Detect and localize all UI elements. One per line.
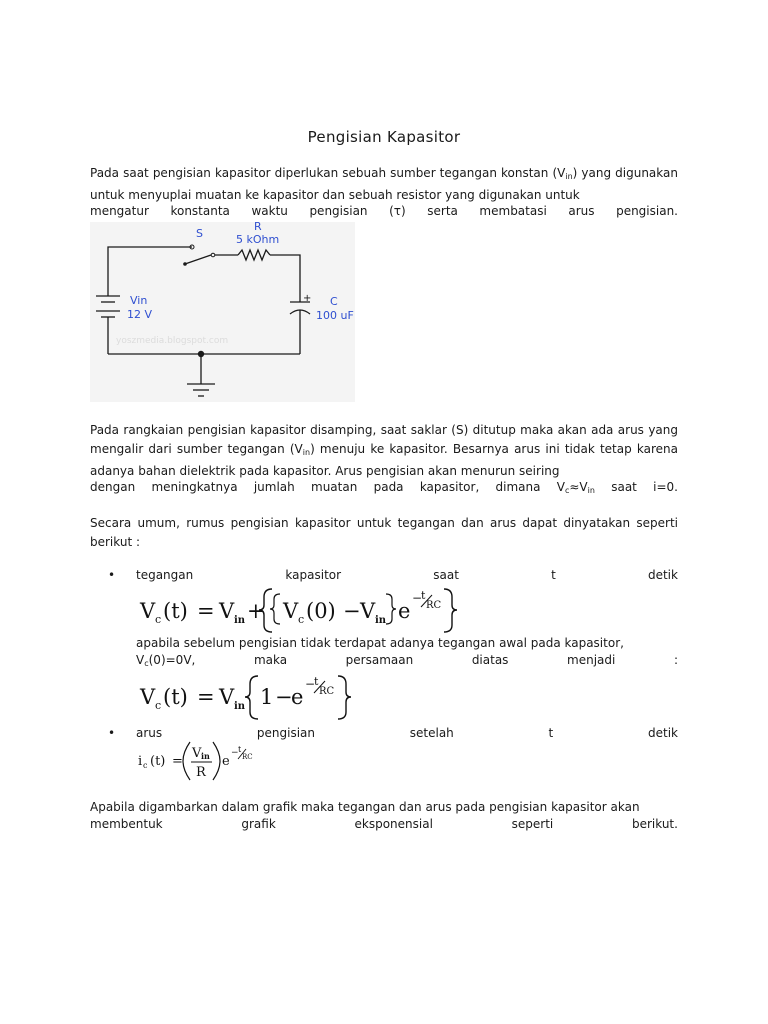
word: kapasitor [285,568,342,582]
formula2-exp-sign: − [305,677,316,691]
formula-intro-line1: Secara umum, rumus pengisian kapasitor untuk tegangan dan arus dapat dinyatakan [90,516,631,530]
word: : [673,653,678,667]
word: pengisian [256,726,316,740]
note-line1: apabila sebelum pengisian tidak terdapat adanya tegangan awal pada kapasitor, [136,636,624,650]
formula1-eq: = [197,599,215,623]
formula3-e: e [222,754,230,769]
formula1-inner-sub: c [298,613,305,626]
note-vc [136,653,195,668]
formula2-left-brace [245,676,258,719]
graph-intro-paragraph [90,798,678,817]
formula2-e: e [291,685,304,709]
formula1-inner-v: V [283,599,299,623]
explanation-line4-pre: dengan meningkatnya jumlah muatan pada kapasitor, dimana V [90,480,565,494]
formula3-num-sub: in [201,751,210,761]
formula1-plus: + [247,599,265,623]
explanation-line4-mid: ≈V [569,480,588,494]
formula2-lhs-arg: (t) [163,685,188,709]
word: maka [253,653,288,667]
graph-intro-line1: Apabila digambarkan dalam grafik maka tegangan dan arus pada pengisian kapasitor akan [90,800,640,814]
formula3-lhs: i [138,754,143,769]
formula1-inner-vin-sub: in [375,615,387,626]
formula2-lhs: V [140,685,156,709]
explanation-line4-post: saat i=0. [594,480,678,494]
formula1-exp-rc: RC [426,600,442,611]
note-vc-rest: (0)=0V, [148,653,196,667]
word: detik [647,568,678,582]
explanation-paragraph-end [90,478,678,500]
intro-paragraph-end [90,202,678,221]
resistor-value: 5 kOhm [236,233,280,246]
formula1-minus: − [343,599,361,623]
diagram-watermark: yoszmedia.blogspot.com [116,336,229,346]
formula1-lhs-arg: (t) [163,599,188,623]
capacitor-value: 100 uF [316,309,354,322]
formula1-exp-t: t [421,589,426,602]
formula1-inner-vin: V [360,599,376,623]
formula3-right-paren [213,742,220,780]
explanation-line2-sub: in [302,448,311,457]
graph-intro-line2 [90,817,678,831]
source-label: Vin [130,294,148,307]
switch-terminal-left [183,262,187,266]
word: persamaan [345,653,414,667]
formula1-right-brace [444,589,457,632]
formula-current-charging [136,740,266,782]
switch-label: S [196,227,203,240]
formula1-inner-left-brace [270,594,280,624]
formula2-exp-t: t [314,675,319,688]
capacitor-label: C [330,295,338,308]
intro-line1-pre: Pada saat pengisian kapasitor diperlukan sebuah sumber tegangan konstan (V [90,166,566,180]
formula3-eq: = [172,754,183,769]
initial-condition-note [136,634,678,653]
word: eksponensial [354,817,433,831]
formula1-lhs: V [140,599,156,623]
word: berikut. [631,817,678,831]
formula1-e: e [398,599,411,623]
word: membentuk [90,817,163,831]
formula1-vin-sub: in [234,615,246,626]
formula3-num: V [192,746,202,761]
resistor-label: R [254,222,262,233]
formula-voltage-no-initial [136,672,356,722]
word: grafik [241,817,276,831]
formula2-vin: V [219,685,235,709]
intro-line3: mengatur konstanta waktu pengisian (τ) serta membatasi arus pengisian. [90,204,678,218]
intro-line1-post: ) yang [572,166,612,180]
formula3-den: R [196,765,206,780]
formula2-eq: = [197,685,215,709]
formula2-vin-sub: in [234,701,246,712]
word: seperti [511,817,554,831]
initial-condition-line2 [136,653,678,668]
formula-intro-paragraph [90,514,678,552]
word: menjadi [567,653,616,667]
word: arus [136,726,163,740]
explanation-line4-sub2: in [587,486,595,495]
formula3-exp-sign: − [231,748,239,758]
formula2-minus: − [275,685,293,709]
formula2-right-brace [338,676,351,719]
formula3-lhs-arg: (t) [150,754,166,769]
word: setelah [409,726,454,740]
formula1-inner-right-brace [386,594,396,624]
formula1-inner-arg: (0) [306,599,336,623]
formula3-exp-t: t [238,745,242,754]
explanation-paragraph [90,421,678,481]
formula3-lhs-sub: c [143,761,148,770]
charging-circuit-diagram [90,222,355,402]
word: tegangan [136,568,194,582]
explanation-line4-sub1: c [564,486,570,495]
intro-line2: digunakan untuk menyuplai muatan ke kapasitor dan sebuah resistor yang digunakan untuk [90,166,678,202]
formula1-left-brace [259,589,272,632]
explanation-line3: tetap karena adanya bahan dielektrik pada kapasitor. Arus pengisian akan menurun seiring [90,442,679,478]
formula2-exp-rc: RC [319,686,335,697]
bullet-dot: • [108,726,116,740]
explanation-line1: Pada rangkaian pengisian kapasitor disamping, saat saklar (S) ditutup maka akan ada arus [90,423,644,437]
intro-paragraph [90,164,678,205]
formula3-left-paren [183,742,190,780]
formula1-exp-sign: − [412,591,423,605]
formula2-one: 1 [260,685,274,709]
note-vc-sub: c [144,659,149,668]
capacitor-plus-sign: + [303,293,312,304]
bullet-current-text [136,726,678,740]
source-value: 12 V [127,308,153,321]
formula-intro-line2: seperti berikut : [90,516,678,549]
word: t [548,726,554,740]
note-vc-v: V [136,653,145,667]
formula1-lhs-sub: c [155,613,162,626]
bullet-voltage-text [136,568,678,582]
formula1-vin: V [219,599,235,623]
explanation-line2-post: ) menuju ke kapasitor. Besarnya arus ini tidak [310,442,595,456]
word: diatas [471,653,509,667]
junction-node [198,351,204,357]
formula2-lhs-sub: c [155,699,162,712]
bullet-dot: • [108,568,116,582]
word: t [551,568,556,582]
word: detik [648,726,678,740]
explanation-line2-pre: yang mengalir dari sumber tegangan (V [90,423,678,456]
intro-line1-sub: in [565,172,573,181]
formula-voltage-charging [136,585,466,635]
page-title: Pengisian Kapasitor [307,128,461,146]
formula3-exp-rc: RC [242,753,253,761]
word: saat [433,568,459,582]
